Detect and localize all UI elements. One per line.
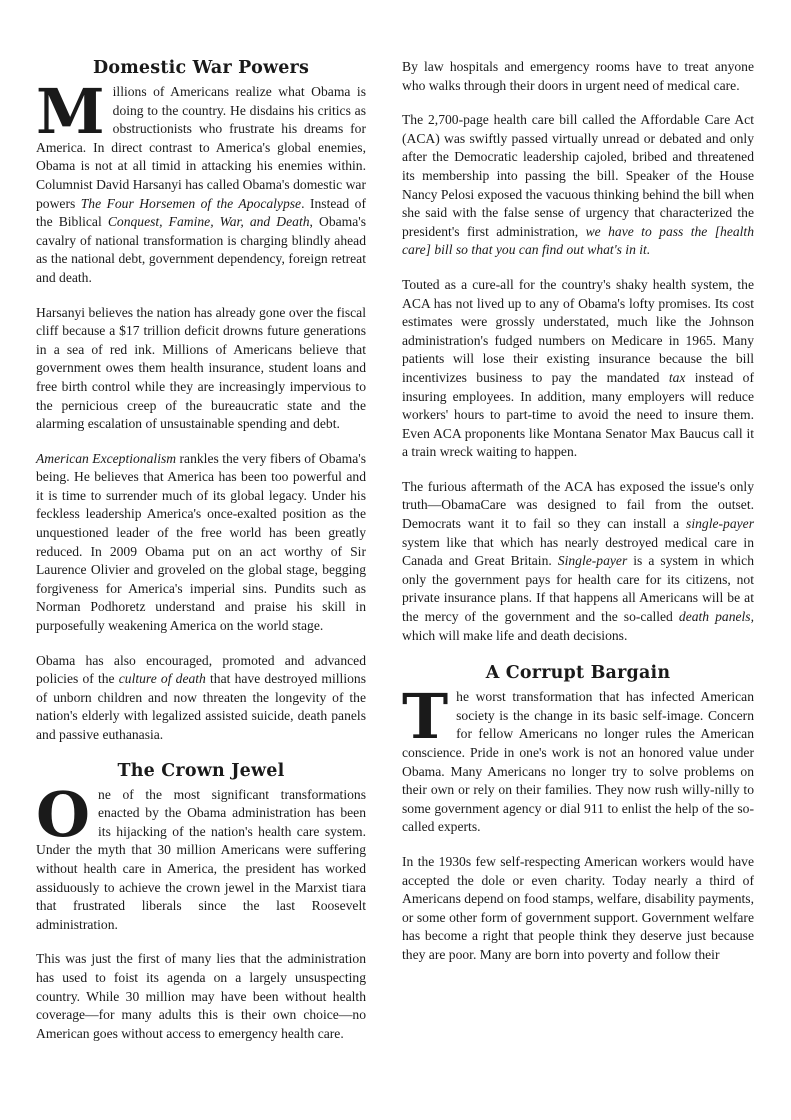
- paragraph: [36, 450, 366, 636]
- section-heading: A Corrupt Bargain: [485, 663, 671, 684]
- emphasis: single-payer: [686, 516, 754, 532]
- paragraph: This was just the first of many lies that the administration has used to foist its agenda on a largely unsuspecting country. While 30 million may have been without health coverage—for many adults this is their own choice—no American goes without access to emergency health care.: [36, 951, 366, 1041]
- paragraph: [402, 276, 754, 462]
- paragraph: [402, 478, 754, 645]
- drop-cap: T: [402, 680, 449, 754]
- paragraph: In the 1930s few self-respecting American workers would have accepted the dole or even charity. Today nearly a third of Americans depend on food stamps, welfare, disability payments, or some other form of government support. Government welfare has become a right that people think they deserve just because they are poor. Many are born into poverty and follow their: [402, 853, 754, 962]
- paragraph: [402, 680, 754, 837]
- text-run: Obama has also encouraged, promoted and advanced policies of the: [36, 652, 366, 687]
- section-crown-jewel: [36, 761, 366, 1044]
- text-run: , Obama's cavalry of national transformation is charging blindly ahead as the national debt, government dependency, foreign retreat and death.: [36, 214, 366, 285]
- paragraph: [36, 777, 366, 935]
- emphasis: culture of death: [118, 671, 206, 687]
- paragraph: [402, 111, 754, 260]
- text-run: is a system in which only the government pays for health care for its citizens, not private insurance plans. If that happens all Americans will be at the mercy of the government and the so-called: [402, 553, 754, 625]
- paragraph: By law hospitals and emergency rooms have to treat anyone who walks through their doors in urgent need of medical care.: [402, 59, 754, 93]
- section-domestic-war-powers: [36, 58, 366, 745]
- text-run: ne of the most significant transformations enacted by the Obama administration has been its hijacking of the nation's health care system. Under the myth that 30 million Americans were suffering without health care in America, the president has worked assiduously to achieve the crown jewel in the Marxist tiara that frustrated liberals since the last Roosevelt administration.: [36, 786, 366, 932]
- text-run: system like that which has nearly destroyed medical care in Canada and Great Britain.: [402, 534, 754, 569]
- emphasis: death panels,: [678, 609, 754, 625]
- text-run: rankles the very fibers of Obama's being. He believes that America has been too powerful and it is time to surrender much of its global legacy. Under his feckless leadership America's once-exalted position as the unquestioned leader of the free world has been greatly reduced. In 2009 Obama put on an act worthy of Sir Laurence Olivier and groveled on the global stage, begging forgiveness for America's imperial sins. Pundits such as Norman Podhoretz understand and praise his skill in purposefully weakening America on the world stage.: [36, 450, 366, 634]
- text-run: that have destroyed millions of unborn children and now threaten the longevity of the nation's elderly with legalized assisted suicide, death panels and passive euthanasia.: [36, 671, 366, 742]
- paragraph: [36, 75, 366, 288]
- section-corrupt-bargain: [402, 663, 754, 964]
- drop-cap: O: [36, 777, 91, 851]
- paragraph: [36, 652, 366, 745]
- right-column: [402, 58, 754, 981]
- section-heading: The Crown Jewel: [117, 760, 285, 781]
- left-column: [36, 58, 366, 1059]
- section-heading: Domestic War Powers: [92, 58, 310, 78]
- text-run: he worst transformation that has infected American society is the change in its basic self-image. Concern for fellow Americans no longer rules the American conscience. Pride in one's work is not an honored value under Obama. Many Americans no longer try to solve problems on their own or rely on their families. They now rush willy-nilly to some government agency or dial 911 to enlist the help of the so-called experts.: [402, 689, 754, 835]
- text-run: The 2,700-page health care bill called the Affordable Care Act (ACA) was swiftly passed virtually unread or debated and only after the Democratic leadership cajoled, bribed and threatened its membership into passing the bill. Speaker of the House Nancy Pelosi exposed the vacuous thinking behind the bill when she said with the false sense of urgency that characterized the president's first administration,: [402, 112, 754, 239]
- text-run: . Instead of the Biblical: [36, 195, 366, 230]
- text-run: illions of Americans realize what Obama is doing to the country. He disdains his critics as obstructionists who frustrate his dreams for America. In direct contrast to America's global enemies, Obama is not at all timid in attacking his enemies within. Columnist David Harsanyi has called Obama's domestic war powers: [36, 84, 366, 211]
- emphasis: American Exceptionalism: [36, 450, 177, 466]
- text-run: instead of insuring employees. In addition, many employers will reduce workers' hours to part-time to avoid the need to insure them. Even ACA proponents like Montana Senator Max Baucus call it a train wreck waiting to happen.: [402, 369, 754, 460]
- drop-cap: M: [36, 75, 105, 148]
- emphasis: tax: [668, 369, 686, 385]
- text-run: The furious aftermath of the ACA has exposed the issue's only truth—ObamaCare was designed to fail from the outset. Democrats want it to fail so they can install a: [402, 478, 754, 532]
- paragraph: Harsanyi believes the nation has already gone over the fiscal cliff because a $17 trillion deficit drowns future generations in a sea of red ink. Millions of Americans believe that government owes them health insurance, student loans and free birth control while they are increasingly impervious to the pernicious creep of the bureaucratic state and the alarming escalation of unsustainable spending and debt.: [36, 304, 366, 432]
- emphasis: we have to pass the [health care] bill so that you can find out what's in it.: [402, 223, 754, 258]
- text-run: Touted as a cure-all for the country's shaky health system, the ACA has not lived up to any of Obama's lofty promises. Its cost estimates were grossly understated, much like the Johnson administration's fudged numbers on Medicare in 1965. Many patients will lose their existing insurance because the bill incentivizes business to pay the mandated: [402, 276, 754, 385]
- emphasis: Single-payer: [557, 553, 628, 569]
- text-run: which will make life and death decisions.: [402, 627, 628, 643]
- emphasis: Conquest, Famine, War, and Death: [107, 214, 310, 230]
- emphasis: The Four Horsemen of the Apocalypse: [80, 195, 302, 211]
